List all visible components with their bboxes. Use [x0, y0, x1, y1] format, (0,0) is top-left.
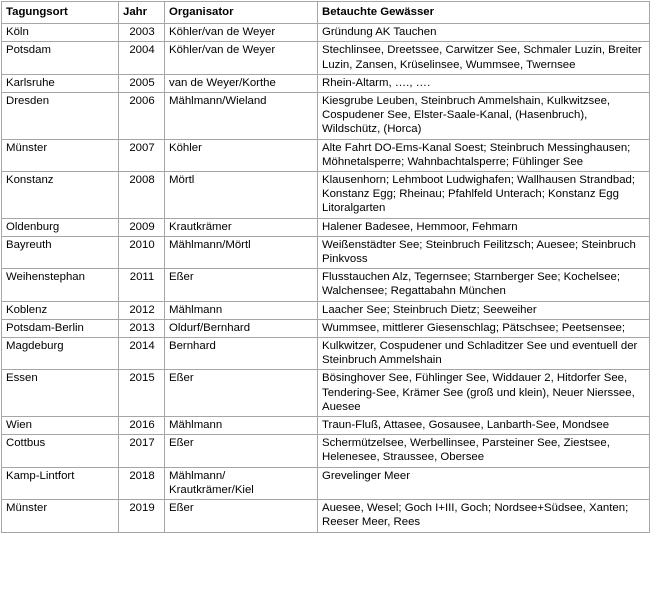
cell-gewaesser: Flusstauchen Alz, Tegernsee; Starnberger See; Kochelsee; Walchensee; Regattabahn München: [318, 269, 650, 301]
cell-organisator: Bernhard: [165, 338, 318, 370]
cell-jahr: 2018: [119, 467, 165, 499]
table-row: [2, 269, 650, 301]
cell-organisator: Krautkrämer: [165, 218, 318, 236]
table-row: [2, 218, 650, 236]
cell-gewaesser: Stechlinsee, Dreetssee, Carwitzer See, Schmaler Luzin, Breiter Luzin, Zansen, Krüselinsee, Wummsee, Twernsee: [318, 42, 650, 74]
cell-gewaesser: Schermützelsee, Werbellinsee, Parsteiner See, Ziestsee, Helenesee, Straussee, Obersee: [318, 435, 650, 467]
cell-tagungsort: Cottbus: [2, 435, 119, 467]
cell-gewaesser: Laacher See; Steinbruch Dietz; Seeweiher: [318, 301, 650, 319]
cell-jahr: 2010: [119, 236, 165, 268]
cell-tagungsort: Wien: [2, 417, 119, 435]
cell-tagungsort: Magdeburg: [2, 338, 119, 370]
header-organisator: Organisator: [165, 2, 318, 24]
cell-jahr: 2005: [119, 74, 165, 92]
cell-tagungsort: Potsdam-Berlin: [2, 319, 119, 337]
cell-organisator: van de Weyer/Korthe: [165, 74, 318, 92]
cell-gewaesser: Kulkwitzer, Cospudener und Schladitzer See und eventuell der Steinbruch Ammelshain: [318, 338, 650, 370]
cell-gewaesser: Auesee, Wesel; Goch I+III, Goch; Nordsee+Südsee, Xanten; Reeser Meer, Rees: [318, 500, 650, 532]
cell-organisator: Mählmann/ Krautkrämer/Kiel: [165, 467, 318, 499]
cell-jahr: 2011: [119, 269, 165, 301]
table-row: [2, 467, 650, 499]
table-row: [2, 370, 650, 417]
cell-jahr: 2017: [119, 435, 165, 467]
table-row: [2, 42, 650, 74]
header-jahr: Jahr: [119, 2, 165, 24]
cell-tagungsort: Köln: [2, 24, 119, 42]
cell-jahr: 2004: [119, 42, 165, 74]
cell-jahr: 2014: [119, 338, 165, 370]
table-row: [2, 236, 650, 268]
table-row: [2, 338, 650, 370]
cell-tagungsort: Karlsruhe: [2, 74, 119, 92]
table-row: [2, 435, 650, 467]
cell-organisator: Eßer: [165, 500, 318, 532]
cell-tagungsort: Konstanz: [2, 172, 119, 219]
cell-tagungsort: Oldenburg: [2, 218, 119, 236]
cell-jahr: 2015: [119, 370, 165, 417]
cell-gewaesser: Bösinghover See, Fühlinger See, Widdauer 2, Hitdorfer See, Tendering-See, Krämer See (groß und klein), Neuer Nierssee, Auesee: [318, 370, 650, 417]
cell-tagungsort: Bayreuth: [2, 236, 119, 268]
cell-gewaesser: Wummsee, mittlerer Giesenschlag; Pätschsee; Peetsensee;: [318, 319, 650, 337]
cell-jahr: 2003: [119, 24, 165, 42]
table-row: [2, 93, 650, 140]
cell-jahr: 2009: [119, 218, 165, 236]
cell-tagungsort: Essen: [2, 370, 119, 417]
cell-jahr: 2007: [119, 139, 165, 171]
cell-jahr: 2006: [119, 93, 165, 140]
cell-jahr: 2008: [119, 172, 165, 219]
cell-organisator: Mählmann/Mörtl: [165, 236, 318, 268]
cell-tagungsort: Potsdam: [2, 42, 119, 74]
cell-organisator: Köhler/van de Weyer: [165, 42, 318, 74]
cell-tagungsort: Koblenz: [2, 301, 119, 319]
cell-organisator: Mählmann: [165, 301, 318, 319]
cell-gewaesser: Traun-Fluß, Attasee, Gosausee, Lanbarth-See, Mondsee: [318, 417, 650, 435]
cell-organisator: Eßer: [165, 370, 318, 417]
cell-gewaesser: Klausenhorn; Lehmboot Ludwighafen; Wallhausen Strandbad; Konstanz Egg; Rheinau; Pfahlfeld Unterach; Konstanz Egg Litoralgarten: [318, 172, 650, 219]
cell-organisator: Eßer: [165, 435, 318, 467]
cell-jahr: 2013: [119, 319, 165, 337]
cell-gewaesser: Grevelinger Meer: [318, 467, 650, 499]
cell-gewaesser: Weißenstädter See; Steinbruch Feilitzsch; Auesee; Steinbruch Pinkvoss: [318, 236, 650, 268]
table-row: [2, 172, 650, 219]
cell-tagungsort: Weihenstephan: [2, 269, 119, 301]
cell-jahr: 2019: [119, 500, 165, 532]
cell-tagungsort: Kamp-Lintfort: [2, 467, 119, 499]
cell-tagungsort: Dresden: [2, 93, 119, 140]
cell-gewaesser: Alte Fahrt DO-Ems-Kanal Soest; Steinbruch Messinghausen; Möhnetalsperre; Wahnbachtalsperre; Fühlinger See: [318, 139, 650, 171]
header-tagungsort: Tagungsort: [2, 2, 119, 24]
table-row: [2, 24, 650, 42]
table-row: [2, 301, 650, 319]
cell-organisator: Oldurf/Bernhard: [165, 319, 318, 337]
table-row: [2, 74, 650, 92]
table-row: [2, 417, 650, 435]
cell-gewaesser: Halener Badesee, Hemmoor, Fehmarn: [318, 218, 650, 236]
tagungen-table: [1, 1, 650, 533]
table-row: [2, 139, 650, 171]
cell-gewaesser: Rhein-Altarm, …., ….: [318, 74, 650, 92]
table-row: [2, 500, 650, 532]
cell-organisator: Köhler: [165, 139, 318, 171]
cell-organisator: Eßer: [165, 269, 318, 301]
cell-organisator: Mählmann/Wieland: [165, 93, 318, 140]
cell-jahr: 2012: [119, 301, 165, 319]
header-row: [2, 2, 650, 24]
cell-organisator: Mählmann: [165, 417, 318, 435]
cell-tagungsort: Münster: [2, 139, 119, 171]
cell-jahr: 2016: [119, 417, 165, 435]
header-gewaesser: Betauchte Gewässer: [318, 2, 650, 24]
cell-tagungsort: Münster: [2, 500, 119, 532]
cell-organisator: Köhler/van de Weyer: [165, 24, 318, 42]
cell-gewaesser: Kiesgrube Leuben, Steinbruch Ammelshain, Kulkwitzsee, Cospudener See, Elster-Saale-Kanal, (Hasenbruch), Wildschütz, (Horca): [318, 93, 650, 140]
cell-gewaesser: Gründung AK Tauchen: [318, 24, 650, 42]
cell-organisator: Mörtl: [165, 172, 318, 219]
table-row: [2, 319, 650, 337]
